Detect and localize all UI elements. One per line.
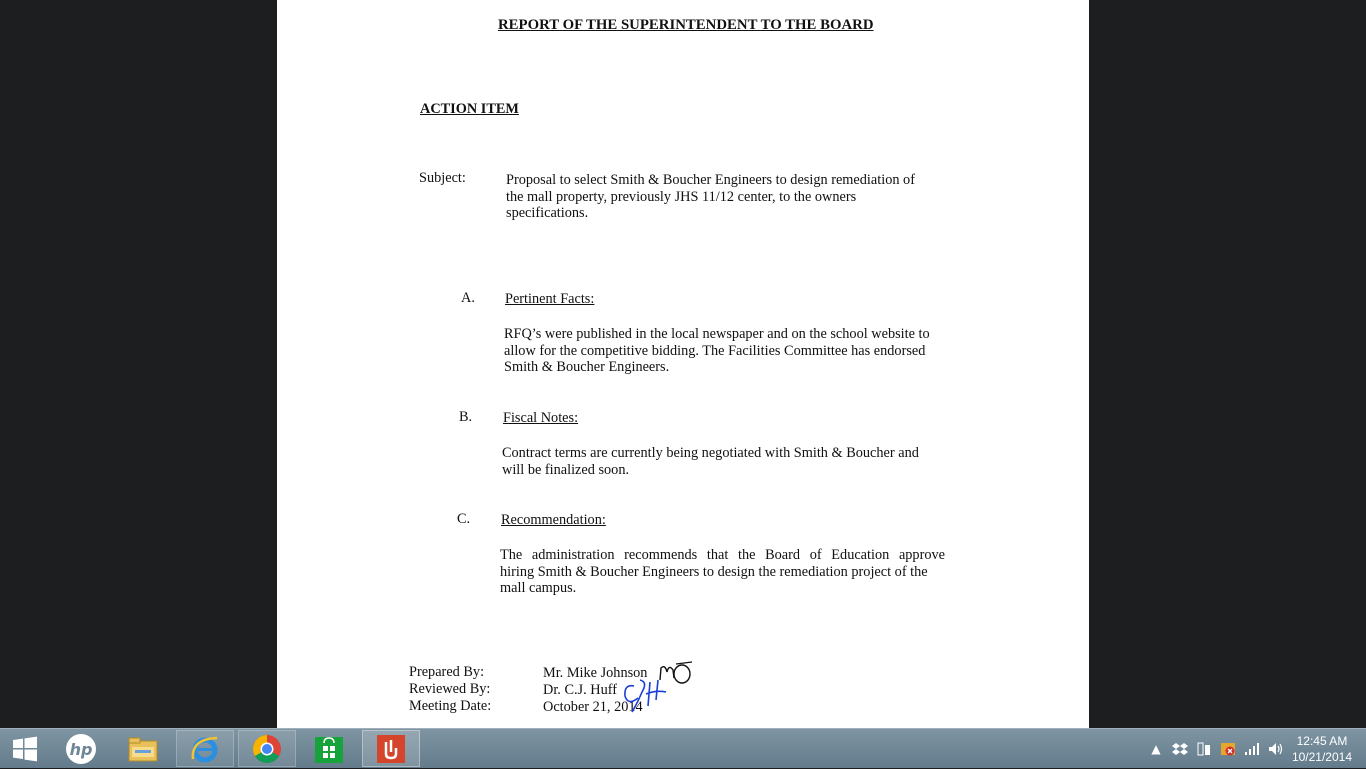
pdf-icon (376, 734, 406, 764)
ie-icon (189, 733, 221, 765)
initials-cjh-signature (620, 676, 672, 716)
taskbar (0, 728, 1366, 768)
hp-logo-icon (65, 733, 97, 765)
taskbar-app-store[interactable] (300, 730, 358, 767)
item-body-pertinent-facts (504, 326, 930, 376)
start-button[interactable] (0, 730, 50, 767)
subject-line: Proposal to select Smith & Boucher Engineers to design remediation of (506, 172, 915, 188)
item-heading-recommendation: Recommendation: (501, 512, 606, 528)
subject-label: Subject: (419, 170, 466, 186)
volume-icon[interactable] (1267, 740, 1285, 758)
body-line: Contract terms are currently being negotiated with Smith & Boucher and (502, 445, 919, 461)
network-signal-icon[interactable] (1243, 740, 1261, 758)
folder-icon (127, 735, 159, 763)
subject-text (506, 172, 915, 222)
subject-line: the mall property, previously JHS 11/12 center, to the owners (506, 188, 857, 205)
svg-text:hp: hp (69, 739, 93, 759)
item-letter: C. (457, 511, 471, 527)
clock-date: 10/21/2014 (1291, 750, 1352, 764)
prepared-by-value: Mr. Mike Johnson (543, 665, 648, 681)
reviewed-by-value: Dr. C.J. Huff (543, 682, 618, 698)
show-hidden-icons-button[interactable]: ▲ (1151, 742, 1161, 756)
section-heading: ACTION ITEM (420, 101, 519, 117)
item-heading-fiscal-notes: Fiscal Notes: (503, 410, 579, 426)
taskbar-app-file-explorer[interactable] (114, 730, 172, 767)
taskbar-app-pdf-reader[interactable] (362, 730, 420, 767)
body-line: hiring Smith & Boucher Engineers to design the remediation project of the (500, 563, 928, 580)
report-title: REPORT OF THE SUPERINTENDENT TO THE BOARD (498, 17, 874, 33)
item-letter: A. (461, 290, 475, 306)
taskbar-clock[interactable] (1292, 733, 1352, 765)
taskbar-app-chrome[interactable] (238, 730, 296, 767)
system-tray (1144, 729, 1288, 769)
subject-line: specifications. (506, 205, 589, 221)
reviewed-by-label: Reviewed By: (409, 681, 491, 697)
document-page (277, 0, 1089, 728)
prepared-by-label: Prepared By: (409, 664, 485, 680)
item-body-fiscal-notes (502, 445, 919, 478)
taskbar-app-hp[interactable] (52, 730, 110, 767)
body-line: allow for the competitive bidding. The Facilities Committee has endorsed (504, 342, 926, 359)
item-heading-pertinent-facts: Pertinent Facts: (505, 291, 595, 307)
clock-time: 12:45 AM (1296, 734, 1348, 748)
item-letter: B. (459, 409, 473, 425)
body-line: The administration recommends that the Board of Education approve (500, 547, 945, 563)
store-icon (314, 734, 344, 764)
device-icon[interactable] (1195, 740, 1213, 758)
body-line: will be finalized soon. (502, 461, 630, 478)
taskbar-app-internet-explorer[interactable] (176, 730, 234, 767)
chrome-icon (252, 734, 282, 764)
meeting-date-label: Meeting Date: (409, 698, 492, 714)
item-body-recommendation (500, 547, 945, 597)
body-line: RFQ’s were published in the local newspaper and on the school website to (504, 326, 930, 342)
body-line: Smith & Boucher Engineers. (504, 359, 670, 375)
windows-logo-icon (12, 736, 38, 762)
action-center-icon[interactable] (1219, 740, 1237, 758)
meeting-date-value: October 21, 2014 (543, 699, 643, 715)
body-line: mall campus. (500, 580, 577, 596)
dropbox-icon[interactable] (1171, 740, 1189, 758)
